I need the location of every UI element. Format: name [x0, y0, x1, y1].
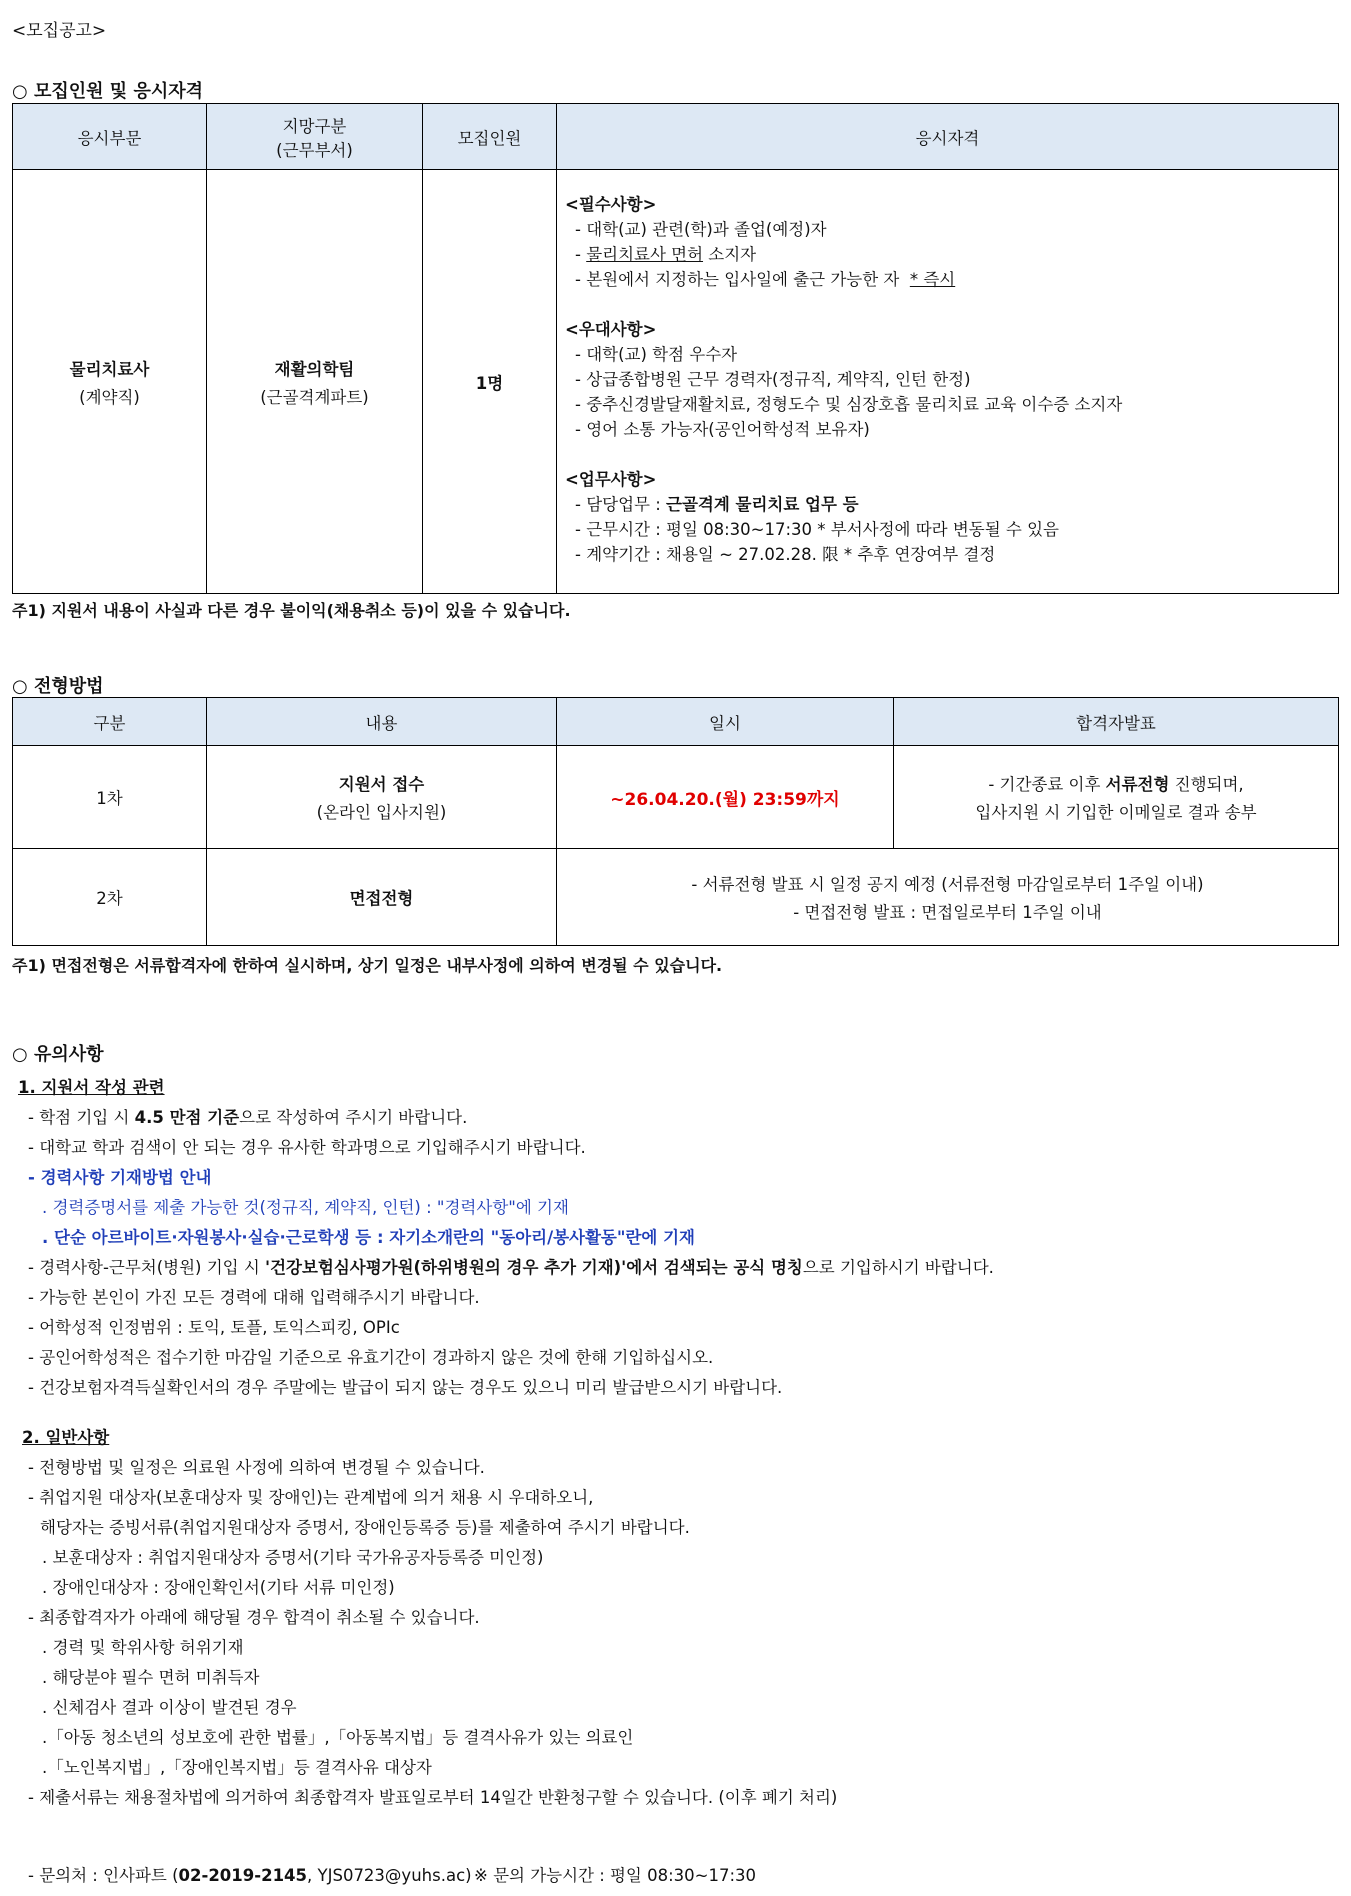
department-name: 재활의학팀: [274, 359, 355, 379]
recruitment-table: [12, 103, 1339, 594]
required-item: - 대학(교) 관련(학)과 졸업(예정)자: [575, 220, 827, 239]
note-item: - 취업지원 대상자(보훈대상자 및 장애인)는 관계법에 의거 채용 시 우대하오니,: [28, 1488, 594, 1507]
recruitment-table-header: [13, 104, 1339, 170]
note-subitem: . 단순 아르바이트·자원봉사·실습·근로학생 등 : 자기소개란의 "동아리/봉사활동"란에 기재: [42, 1228, 695, 1247]
duty-title: <업무사항>: [565, 470, 657, 489]
header-schedule: 일시: [557, 698, 894, 746]
header-announcement: 합격자발표: [894, 698, 1339, 746]
position-name: 물리치료사: [69, 359, 150, 379]
header-department: 지망구분 (근무부서): [207, 104, 423, 170]
license-text: 물리치료사 면허: [586, 245, 704, 264]
note-item: 해당자는 증빙서류(취업지원대상자 증명서, 장애인등록증 등)를 제출하여 주시기 바랍니다.: [40, 1518, 690, 1537]
content-1: 지원서 접수 (온라인 입사지원): [207, 746, 557, 849]
note-item: - 공인어학성적은 접수기한 마감일 기준으로 유효기간이 경과하지 않은 것에 한해 기입하십시오.: [28, 1348, 714, 1367]
required-title: <필수사항>: [565, 195, 657, 214]
contact-phone: 02-2019-2145: [178, 1866, 308, 1885]
announcement-1: - 기간종료 이후 서류전형 진행되며, 입사지원 시 기입한 이메일로 결과 송부: [894, 746, 1339, 849]
note-subitem: . 신체검사 결과 이상이 발견된 경우: [42, 1698, 297, 1717]
preferred-item: - 중추신경발달재활치료, 정형도수 및 심장호흡 물리치료 교육 이수증 소지자: [575, 395, 1123, 414]
cell-department: [207, 170, 423, 594]
recruitment-footnote: 주1) 지원서 내용이 사실과 다른 경우 불이익(채용취소 등)이 있을 수 있습니다.: [12, 601, 571, 620]
section-title-notes: ○ 유의사항: [12, 1044, 104, 1065]
note-item: - 학점 기입 시 4.5 만점 기준으로 작성하여 주시기 바랍니다.: [28, 1108, 468, 1127]
header-category: 응시부문: [13, 104, 207, 170]
note-subitem: . 해당분야 필수 면허 미취득자: [42, 1668, 260, 1687]
preferred-item: - 영어 소통 가능자(공인어학성적 보유자): [575, 420, 870, 439]
note-item: - 경력사항-근무처(병원) 기입 시 '건강보험심사평가원(하위병원의 경우 추가 기재)'에서 검색되는 공식 명칭으로 기입하시기 바랍니다.: [28, 1258, 994, 1277]
selection-footnote: 주1) 면접전형은 서류합격자에 한하여 실시하며, 상기 일정은 내부사정에 의하여 변경될 수 있습니다.: [12, 956, 723, 975]
cell-qualifications: [557, 170, 1339, 594]
required-item: - 물리치료사 면허 소지자: [575, 245, 757, 264]
note-item: - 최종합격자가 아래에 해당될 경우 합격이 취소될 수 있습니다.: [28, 1608, 480, 1627]
header-count: 모집인원: [423, 104, 557, 170]
section-title-recruitment: ○ 모집인원 및 응시자격: [12, 81, 203, 102]
immediate-note: * 즉시: [909, 270, 956, 289]
cell-position: [13, 170, 207, 594]
note-subitem: . 보훈대상자 : 취업지원대상자 증명서(기타 국가유공자등록증 미인정): [42, 1548, 544, 1567]
cell-count: 1명: [423, 170, 557, 594]
duty-item: - 담당업무 : 근골격계 물리치료 업무 등: [575, 495, 859, 514]
contact-info: - 문의처 : 인사파트 (02-2019-2145, YJS0723@yuhs.ac): [28, 1866, 472, 1885]
note-item: - 경력사항 기재방법 안내: [28, 1168, 212, 1187]
header-qualification: 응시자격: [557, 104, 1339, 170]
contact-hours: ※ 문의 가능시간 : 평일 08:30~17:30: [474, 1866, 757, 1885]
interview-schedule: - 서류전형 발표 시 일정 공지 예정 (서류전형 마감일로부터 1주일 이내) - 면접전형 발표 : 면접일로부터 1주일 이내: [557, 849, 1339, 946]
selection-row-1: [13, 746, 1339, 849]
header-content: 내용: [207, 698, 557, 746]
note-subitem: .「아동 청소년의 성보호에 관한 법률」,「아동복지법」등 결격사유가 있는 의료인: [42, 1728, 634, 1747]
note-item: - 건강보험자격득실확인서의 경우 주말에는 발급이 되지 않는 경우도 있으니 미리 발급받으시기 바랍니다.: [28, 1378, 783, 1397]
preferred-title: <우대사항>: [565, 320, 657, 339]
position-type: (계약직): [79, 387, 140, 407]
notes-sub1-title: 1. 지원서 작성 관련: [18, 1078, 165, 1097]
contact-email: , YJS0723@yuhs.ac): [307, 1866, 472, 1885]
selection-table-header: [13, 698, 1339, 746]
note-subitem: . 장애인대상자 : 장애인확인서(기타 서류 미인정): [42, 1578, 395, 1597]
header-stage: 구분: [13, 698, 207, 746]
note-item: - 어학성적 인정범위 : 토익, 토플, 토익스피킹, OPIc: [28, 1318, 400, 1337]
note-item: - 제출서류는 채용절차법에 의거하여 최종합격자 발표일로부터 14일간 반환청구할 수 있습니다. (이후 폐기 처리): [28, 1788, 838, 1807]
note-item: - 전형방법 및 일정은 의료원 사정에 의하여 변경될 수 있습니다.: [28, 1458, 485, 1477]
preferred-item: - 대학(교) 학점 우수자: [575, 345, 738, 364]
notes-sub2-title: 2. 일반사항: [22, 1428, 110, 1447]
selection-table: [12, 697, 1339, 946]
stage-1: 1차: [13, 746, 207, 849]
stage-2: 2차: [13, 849, 207, 946]
section-title-selection: ○ 전형방법: [12, 676, 104, 697]
required-item: - 본원에서 지정하는 입사일에 출근 가능한 자 * 즉시: [575, 270, 956, 289]
preferred-item: - 상급종합병원 근무 경력자(정규직, 계약직, 인턴 한정): [575, 370, 971, 389]
application-deadline: ~26.04.20.(월) 23:59까지: [557, 746, 894, 849]
note-subitem: . 경력 및 학위사항 허위기재: [42, 1638, 244, 1657]
note-item: - 가능한 본인이 가진 모든 경력에 대해 입력해주시기 바랍니다.: [28, 1288, 480, 1307]
content-2: 면접전형: [207, 849, 557, 946]
selection-row-2: [13, 849, 1339, 946]
note-subitem: . 경력증명서를 제출 가능한 것(정규직, 계약직, 인턴) : "경력사항"에 기재: [42, 1198, 569, 1217]
recruitment-row: [13, 170, 1339, 594]
department-sub: (근골격계파트): [260, 387, 369, 407]
note-subitem: .「노인복지법」,「장애인복지법」등 결격사유 대상자: [42, 1758, 432, 1777]
duty-item: - 계약기간 : 채용일 ~ 27.02.28. 限 * 추후 연장여부 결정: [575, 545, 996, 564]
notice-title: <모집공고>: [12, 21, 107, 41]
note-item: - 대학교 학과 검색이 안 되는 경우 유사한 학과명으로 기입해주시기 바랍니다.: [28, 1138, 586, 1157]
duty-item: - 근무시간 : 평일 08:30~17:30 * 부서사정에 따라 변동될 수 있음: [575, 520, 1059, 539]
